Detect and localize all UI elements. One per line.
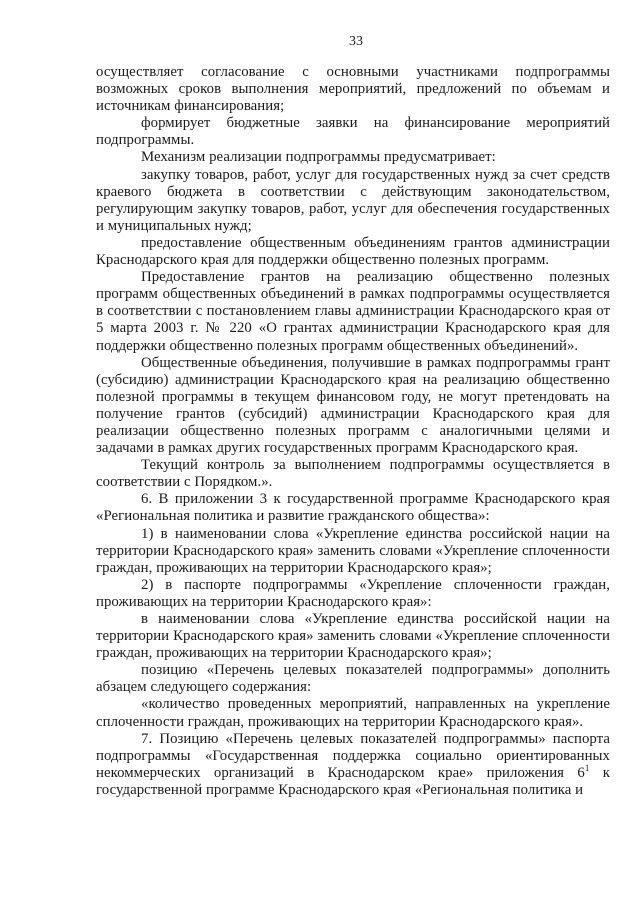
paragraph: 2) в паспорте подпрограммы «Укрепление сплоченности граждан, проживающих на территории Краснодарского края»: bbox=[96, 576, 610, 610]
paragraph: Предоставление грантов на реализацию общественно полезных программ общественных объединений в рамках подпрограммы осуществляется в соответствии с постановлением главы администрации Краснодарского края от 5 марта 2003 г. № 220 «О грантах администрации Краснодарского края для поддержки общественно полезных программ общественных объединений». bbox=[96, 269, 610, 354]
paragraph: осуществляет согласование с основными участниками подпрограммы возможных сроков выполнения мероприятий, предложений по объемам и источникам финансирования; bbox=[96, 64, 610, 115]
paragraph: Общественные объединения, получившие в рамках подпрограммы грант (субсидию) администрации Краснодарского края на реализацию общественно полезной программы в текущем финансовом году, не могут претендовать на получение грантов (субсидий) администрации Краснодарского края для реализации общественно полезных программ с аналогичными целями и задачами в рамках других государственных программ Краснодарского края. bbox=[96, 354, 610, 457]
superscript: 1 bbox=[584, 762, 590, 773]
paragraph: формирует бюджетные заявки на финансирование мероприятий подпрограммы. bbox=[96, 115, 610, 149]
paragraph: 6. В приложении 3 к государственной программе Краснодарского края «Региональная политика и развитие гражданского общества»: bbox=[96, 491, 610, 525]
paragraph: закупку товаров, работ, услуг для государственных нужд за счет средств краевого бюджета в соответствии с действующим законодательством, регулирующим закупку товаров, работ, услуг для обеспечения государственных и муниципальных нужд; bbox=[96, 166, 610, 234]
paragraph-last-text: 7. Позицию «Перечень целевых показателей подпрограммы» паспорта подпрограммы «Государственная поддержка социально ориентированных некоммерческих организаций в Краснодарском крае» приложения 6 bbox=[96, 730, 610, 781]
paragraph: Механизм реализации подпрограммы предусматривает: bbox=[141, 149, 496, 166]
paragraph: позицию «Перечень целевых показателей подпрограммы» дополнить абзацем следующего содержания: bbox=[96, 662, 610, 696]
document-body bbox=[96, 64, 610, 799]
paragraph: 1) в наименовании слова «Укрепление единства российской нации на территории Краснодарского края» заменить словами «Укрепление сплоченности граждан, проживающих на территории Краснодарского края»; bbox=[96, 525, 610, 576]
paragraph: «количество проведенных мероприятий, направленных на укрепление сплоченности граждан, проживающих на территории Краснодарского края». bbox=[96, 696, 610, 730]
paragraph-last bbox=[96, 731, 610, 799]
paragraph: в наименовании слова «Укрепление единства российской нации на территории Краснодарского края» заменить словами «Укрепление сплоченности граждан, проживающих на территории Краснодарского края»; bbox=[96, 611, 610, 662]
paragraph-last-continuation: к государственной программе Краснодарского края «Региональная политика и bbox=[96, 764, 610, 798]
page-number: 33 bbox=[349, 34, 363, 49]
paragraph: предоставление общественным объединениям грантов администрации Краснодарского края для поддержки общественно полезных программ. bbox=[96, 234, 610, 269]
paragraph: Текущий контроль за выполнением подпрограммы осуществляется в соответствии с Порядком.». bbox=[96, 457, 610, 491]
